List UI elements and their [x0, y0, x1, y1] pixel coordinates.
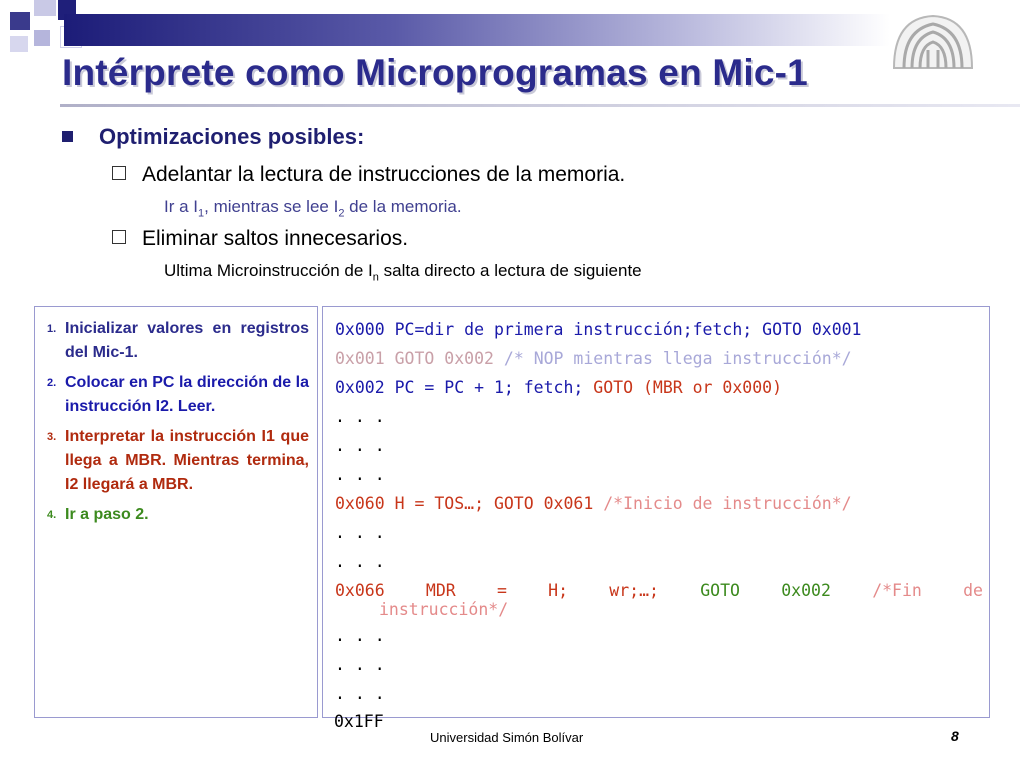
footer-text: Universidad Simón Bolívar — [430, 730, 584, 745]
step-text: Colocar en PC la dirección de la instrucción I2. Leer. — [65, 374, 309, 415]
sub-bullet-text: Eliminar saltos innecesarios. — [142, 227, 409, 250]
detail-text: salta directo a lectura de siguiente — [378, 261, 642, 280]
code-ellipsis: . . . — [335, 684, 385, 703]
code-text: 0x066 MDR = H; wr;…; — [335, 581, 701, 600]
code-comment: /*Fin de — [872, 581, 983, 600]
detail-text: Ultima Microinstrucción de I — [164, 261, 373, 280]
sub-bullet-detail — [164, 197, 462, 219]
code-text: GOTO (MBR or 0x000) — [593, 378, 783, 397]
detail-text: de la memoria. — [344, 197, 462, 216]
hollow-square-bullet-icon — [112, 166, 126, 180]
main-bullet-text: Optimizaciones posibles: — [99, 124, 365, 149]
step-text: Ir a paso 2. — [65, 506, 149, 523]
step-item — [47, 425, 309, 497]
page-number: 8 — [951, 728, 959, 744]
main-bullet — [62, 124, 364, 150]
microcode-listing — [335, 315, 983, 708]
sub-bullet-text: Adelantar la lectura de instrucciones de la memoria. — [142, 163, 626, 186]
subscript: n — [372, 271, 379, 284]
sub-bullet-detail — [164, 261, 642, 283]
code-line — [335, 489, 983, 518]
code-comment-continuation: instrucción*/ — [379, 600, 509, 619]
code-text: 0x001 GOTO 0x002 — [335, 349, 504, 368]
code-text: GOTO 0x002 — [700, 581, 873, 600]
code-ellipsis: . . . — [335, 626, 385, 645]
code-text: 0x060 H = TOS…; GOTO 0x061 — [335, 494, 604, 513]
step-item — [47, 317, 309, 365]
decor-square — [10, 12, 30, 30]
steps-list — [47, 317, 309, 533]
code-ellipsis: . . . — [335, 465, 385, 484]
sub-bullet — [112, 163, 625, 187]
step-number: 1. — [47, 323, 57, 335]
square-bullet-icon — [62, 131, 73, 142]
subscript: 2 — [338, 207, 345, 220]
code-line — [335, 344, 983, 373]
sub-bullet — [112, 227, 408, 251]
code-ellipsis: . . . — [335, 436, 385, 455]
step-item — [47, 503, 309, 527]
step-item — [47, 371, 309, 419]
code-ellipsis: . . . — [335, 655, 385, 674]
hollow-square-bullet-icon — [112, 230, 126, 244]
university-logo-icon — [888, 10, 978, 72]
step-number: 2. — [47, 377, 57, 389]
code-ellipsis: . . . — [335, 552, 385, 571]
steps-box — [34, 306, 318, 718]
decor-square — [10, 36, 28, 52]
decor-square — [34, 30, 50, 46]
code-comment: /* NOP mientras llega instrucción*/ — [503, 349, 852, 368]
microcode-box — [322, 306, 990, 718]
code-text: 0x002 PC = PC + 1; fetch; — [335, 378, 594, 397]
step-number: 3. — [47, 431, 57, 443]
code-line: 0x000 PC=dir de primera instrucción;fetch; GOTO 0x001 — [335, 320, 862, 339]
code-line — [335, 373, 983, 402]
code-comment: /*Inicio de instrucción*/ — [603, 494, 852, 513]
code-line-last: 0x1FF — [334, 712, 384, 731]
step-number: 4. — [47, 509, 57, 521]
header-gradient-bar — [64, 14, 890, 46]
title-underline — [60, 104, 1020, 107]
detail-text: , mientras se lee I — [204, 197, 339, 216]
code-ellipsis: . . . — [335, 407, 385, 426]
decor-square — [34, 0, 56, 16]
detail-text: Ir a I — [164, 197, 199, 216]
subscript: 1 — [198, 207, 205, 220]
page-title: Intérprete como Microprogramas en Mic-1 — [62, 52, 808, 93]
step-text: Interpretar la instrucción I1 que llega a MBR. Mientras termina, I2 llegará a MBR. — [65, 428, 309, 493]
code-ellipsis: . . . — [335, 523, 385, 542]
step-text: Inicializar valores en registros del Mic-1. — [65, 320, 309, 361]
